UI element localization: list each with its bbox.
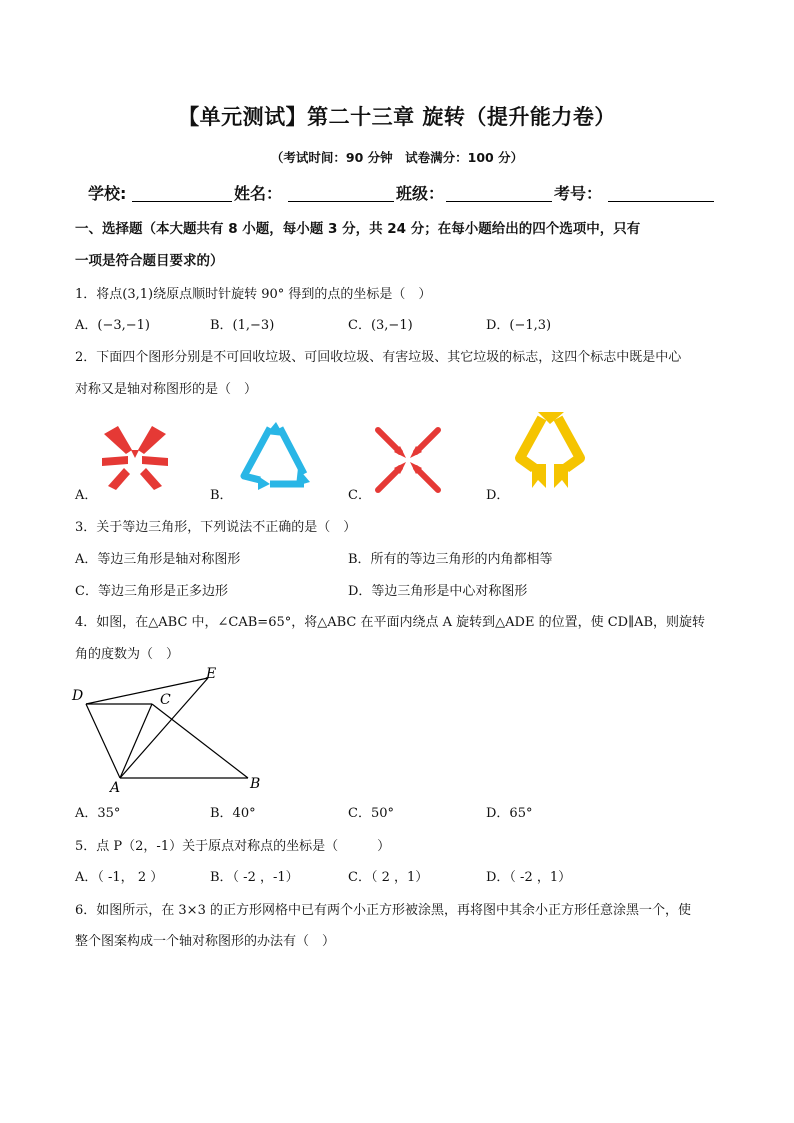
recycle-triangle-blue-icon [236, 420, 312, 492]
name-label: 姓名： [234, 184, 283, 203]
class-label: 班级： [396, 184, 445, 203]
school-blank[interactable] [132, 201, 232, 202]
label-b: B [250, 776, 261, 792]
school-label: 学校: [88, 184, 127, 203]
q4-option-b[interactable]: B．40° [210, 806, 256, 821]
q1-option-c[interactable]: C．(3,−1) [348, 318, 413, 333]
q3-option-a[interactable]: A．等边三角形是轴对称图形 [75, 552, 241, 567]
q2-option-c[interactable]: C． [348, 488, 371, 503]
q5-option-d[interactable]: D．（ -2 ，1） [486, 870, 572, 885]
triangle-rotation-figure [66, 664, 266, 794]
q1-option-d[interactable]: D．(−1,3) [486, 318, 552, 333]
section-heading: 一、选择题（本大题共有 8 小题，每小题 3 分，共 24 分；在每小题给出的四个选项中，只有 [75, 221, 641, 237]
q4-option-a[interactable]: A．35° [75, 806, 121, 821]
question-6-text: 6．如图所示，在 3×3 的正方形网格中已有两个小正方形被涂黑，再将图中其余小正方形任意涂黑一个，使 [75, 903, 691, 918]
question-2-text: 2．下面四个图形分别是不可回收垃圾、可回收垃圾、有害垃圾、其它垃圾的标志，这四个标志中既是中心 [75, 350, 682, 365]
q5-option-c[interactable]: C．（ 2 ，1） [348, 870, 429, 885]
class-blank[interactable] [446, 201, 552, 202]
name-blank[interactable] [288, 201, 394, 202]
segment-cb [152, 704, 248, 778]
question-1-text: 1．将点(3,1)绕原点顺时针旋转 90° 得到的点的坐标是（ ） [75, 287, 432, 302]
hazard-cross-red-icon [372, 424, 444, 496]
question-6-text-cont: 整个图案构成一个轴对称图形的办法有（ ） [75, 934, 336, 949]
section-heading-cont: 一项是符合题目要求的） [75, 253, 224, 269]
student-info-row [88, 181, 728, 205]
q4-option-c[interactable]: C．50° [348, 806, 394, 821]
q1-option-b[interactable]: B．(1,−3) [210, 318, 275, 333]
label-a: A [110, 780, 121, 794]
q2-option-b[interactable]: B． [210, 488, 233, 503]
exam-number-blank[interactable] [608, 201, 714, 202]
label-c: C [160, 692, 171, 708]
q4-option-d[interactable]: D．65° [486, 806, 533, 821]
q2-option-a[interactable]: A． [75, 488, 98, 503]
other-waste-yellow-icon [512, 410, 588, 494]
question-5-text: 5．点 P（2，-1）关于原点对称点的坐标是（ ） [75, 839, 391, 854]
label-e: E [206, 666, 217, 682]
question-4-text-cont: 角的度数为（ ） [75, 647, 180, 662]
question-3-text: 3．关于等边三角形，下列说法不正确的是（ ） [75, 520, 357, 535]
segment-de [86, 678, 208, 704]
q1-option-a[interactable]: A．(−3,−1) [75, 318, 150, 333]
q2-option-d[interactable]: D． [486, 488, 510, 503]
exam-number-label: 考号： [554, 184, 603, 203]
q3-option-c[interactable]: C．等边三角形是正多边形 [75, 584, 228, 599]
q3-option-b[interactable]: B．所有的等边三角形的内角都相等 [348, 552, 553, 567]
question-4-text: 4．如图，在△ABC 中，∠CAB=65°，将△ABC 在平面内绕点 A 旋转到△ADE 的位置，使 CD∥AB，则旋转 [75, 615, 706, 630]
label-d: D [72, 688, 84, 704]
page-title: 【单元测试】第二十三章 旋转（提升能力卷） [178, 105, 616, 129]
segment-ac [120, 704, 152, 778]
segment-da [86, 704, 120, 778]
q5-option-a[interactable]: A．（ -1， 2 ） [75, 870, 164, 885]
q5-option-b[interactable]: B．（ -2 ，-1） [210, 870, 299, 885]
exam-subtitle: （考试时间：90 分钟 试卷满分：100 分） [270, 150, 524, 165]
question-2-text-cont: 对称又是轴对称图形的是（ ） [75, 382, 258, 397]
recycle-arrows-red-icon [98, 424, 172, 494]
q3-option-d[interactable]: D．等边三角形是中心对称图形 [348, 584, 528, 599]
